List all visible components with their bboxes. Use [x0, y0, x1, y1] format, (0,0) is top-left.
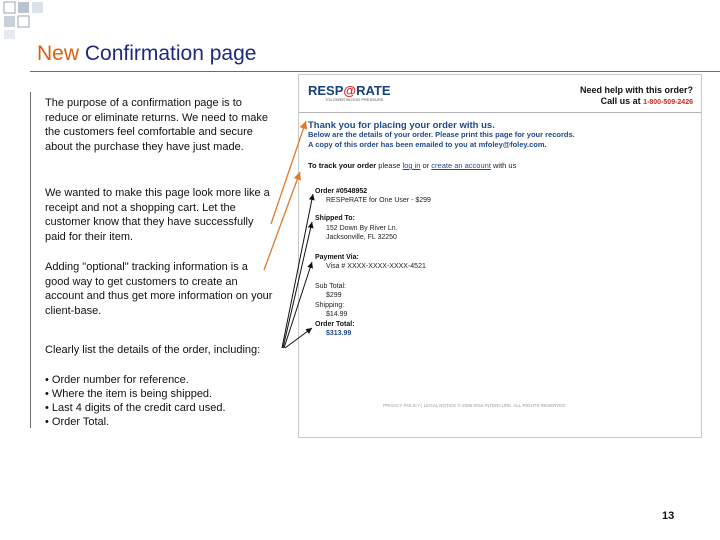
help-heading: Need help with this order?: [579, 85, 693, 95]
receipt-arrow: [271, 121, 306, 224]
site-footer: PRIVACY POLICY | LEGAL NOTICE © 2006-2016 INTERCURE. ALL RIGHTS RESERVED: [383, 403, 566, 408]
ship-address-line1: 152 Down By River Ln.: [326, 225, 398, 232]
track-order-line: To track your order please log in or create an account with us: [308, 161, 517, 170]
login-link[interactable]: log in: [402, 161, 421, 170]
payment-arrow: [284, 262, 312, 348]
email-notice: A copy of this order has been emailed to you at mfoley@foley.com.: [308, 140, 547, 149]
tracking-paragraph: Adding "optional" tracking information is a good way to get customers to create an account and thus get more information on your client-base.: [45, 261, 273, 317]
logo-tagline: TOLOWER BLOOD PRESSURE: [325, 97, 384, 102]
page-number: 13: [662, 510, 675, 522]
shipping-label: Shipping:: [315, 302, 345, 309]
thank-you-heading: Thank you for placing your order with us.: [308, 120, 495, 131]
order-item: RESPeRATE for One User - $299: [326, 197, 431, 204]
page-title: New Confirmation page: [37, 42, 257, 65]
create-account-link[interactable]: create an account: [431, 161, 491, 170]
purpose-paragraph: The purpose of a confirmation page is to reduce or eliminate returns. We need to make the customers feel comfortable and secure about the purchase they have just made.: [45, 97, 268, 153]
order-number-arrow: [282, 194, 313, 348]
payment-label: Payment Via:: [315, 254, 359, 261]
receipt-paragraph: We wanted to make this page look more like a receipt and not a shopping cart. Let the customer know that they have successfully paid for their item.: [45, 187, 270, 243]
order-number: Order #0548952: [315, 188, 368, 195]
resperate-logo: RESP@RATE: [308, 83, 391, 98]
print-instruction: Below are the details of your order. Please print this page for your records.: [308, 130, 575, 139]
shipped-to-label: Shipped To:: [315, 215, 355, 222]
payment-card: Visa # XXXX-XXXX-XXXX-4521: [326, 263, 426, 270]
subtotal-label: Sub Total:: [315, 283, 347, 290]
bullet-order-total: • Order Total.: [45, 416, 110, 428]
order-total-label: Order Total:: [315, 321, 355, 328]
bullet-order-number: • Order number for reference.: [45, 374, 189, 386]
order-total-value: $313.99: [326, 330, 352, 337]
subtotal-value: $299: [326, 292, 342, 299]
shipping-value: $14.99: [326, 311, 348, 318]
bullet-credit-card: • Last 4 digits of the credit card used.: [45, 402, 226, 414]
shipping-arrow: [283, 222, 312, 348]
bullet-shipping: • Where the item is being shipped.: [45, 388, 213, 400]
ship-address-line2: Jacksonville, FL 32250: [326, 234, 397, 241]
tracking-arrow: [264, 172, 300, 270]
help-phone: Call us at 1-800-509-2426: [600, 96, 693, 106]
details-intro: Clearly list the details of the order, including:: [45, 344, 261, 356]
